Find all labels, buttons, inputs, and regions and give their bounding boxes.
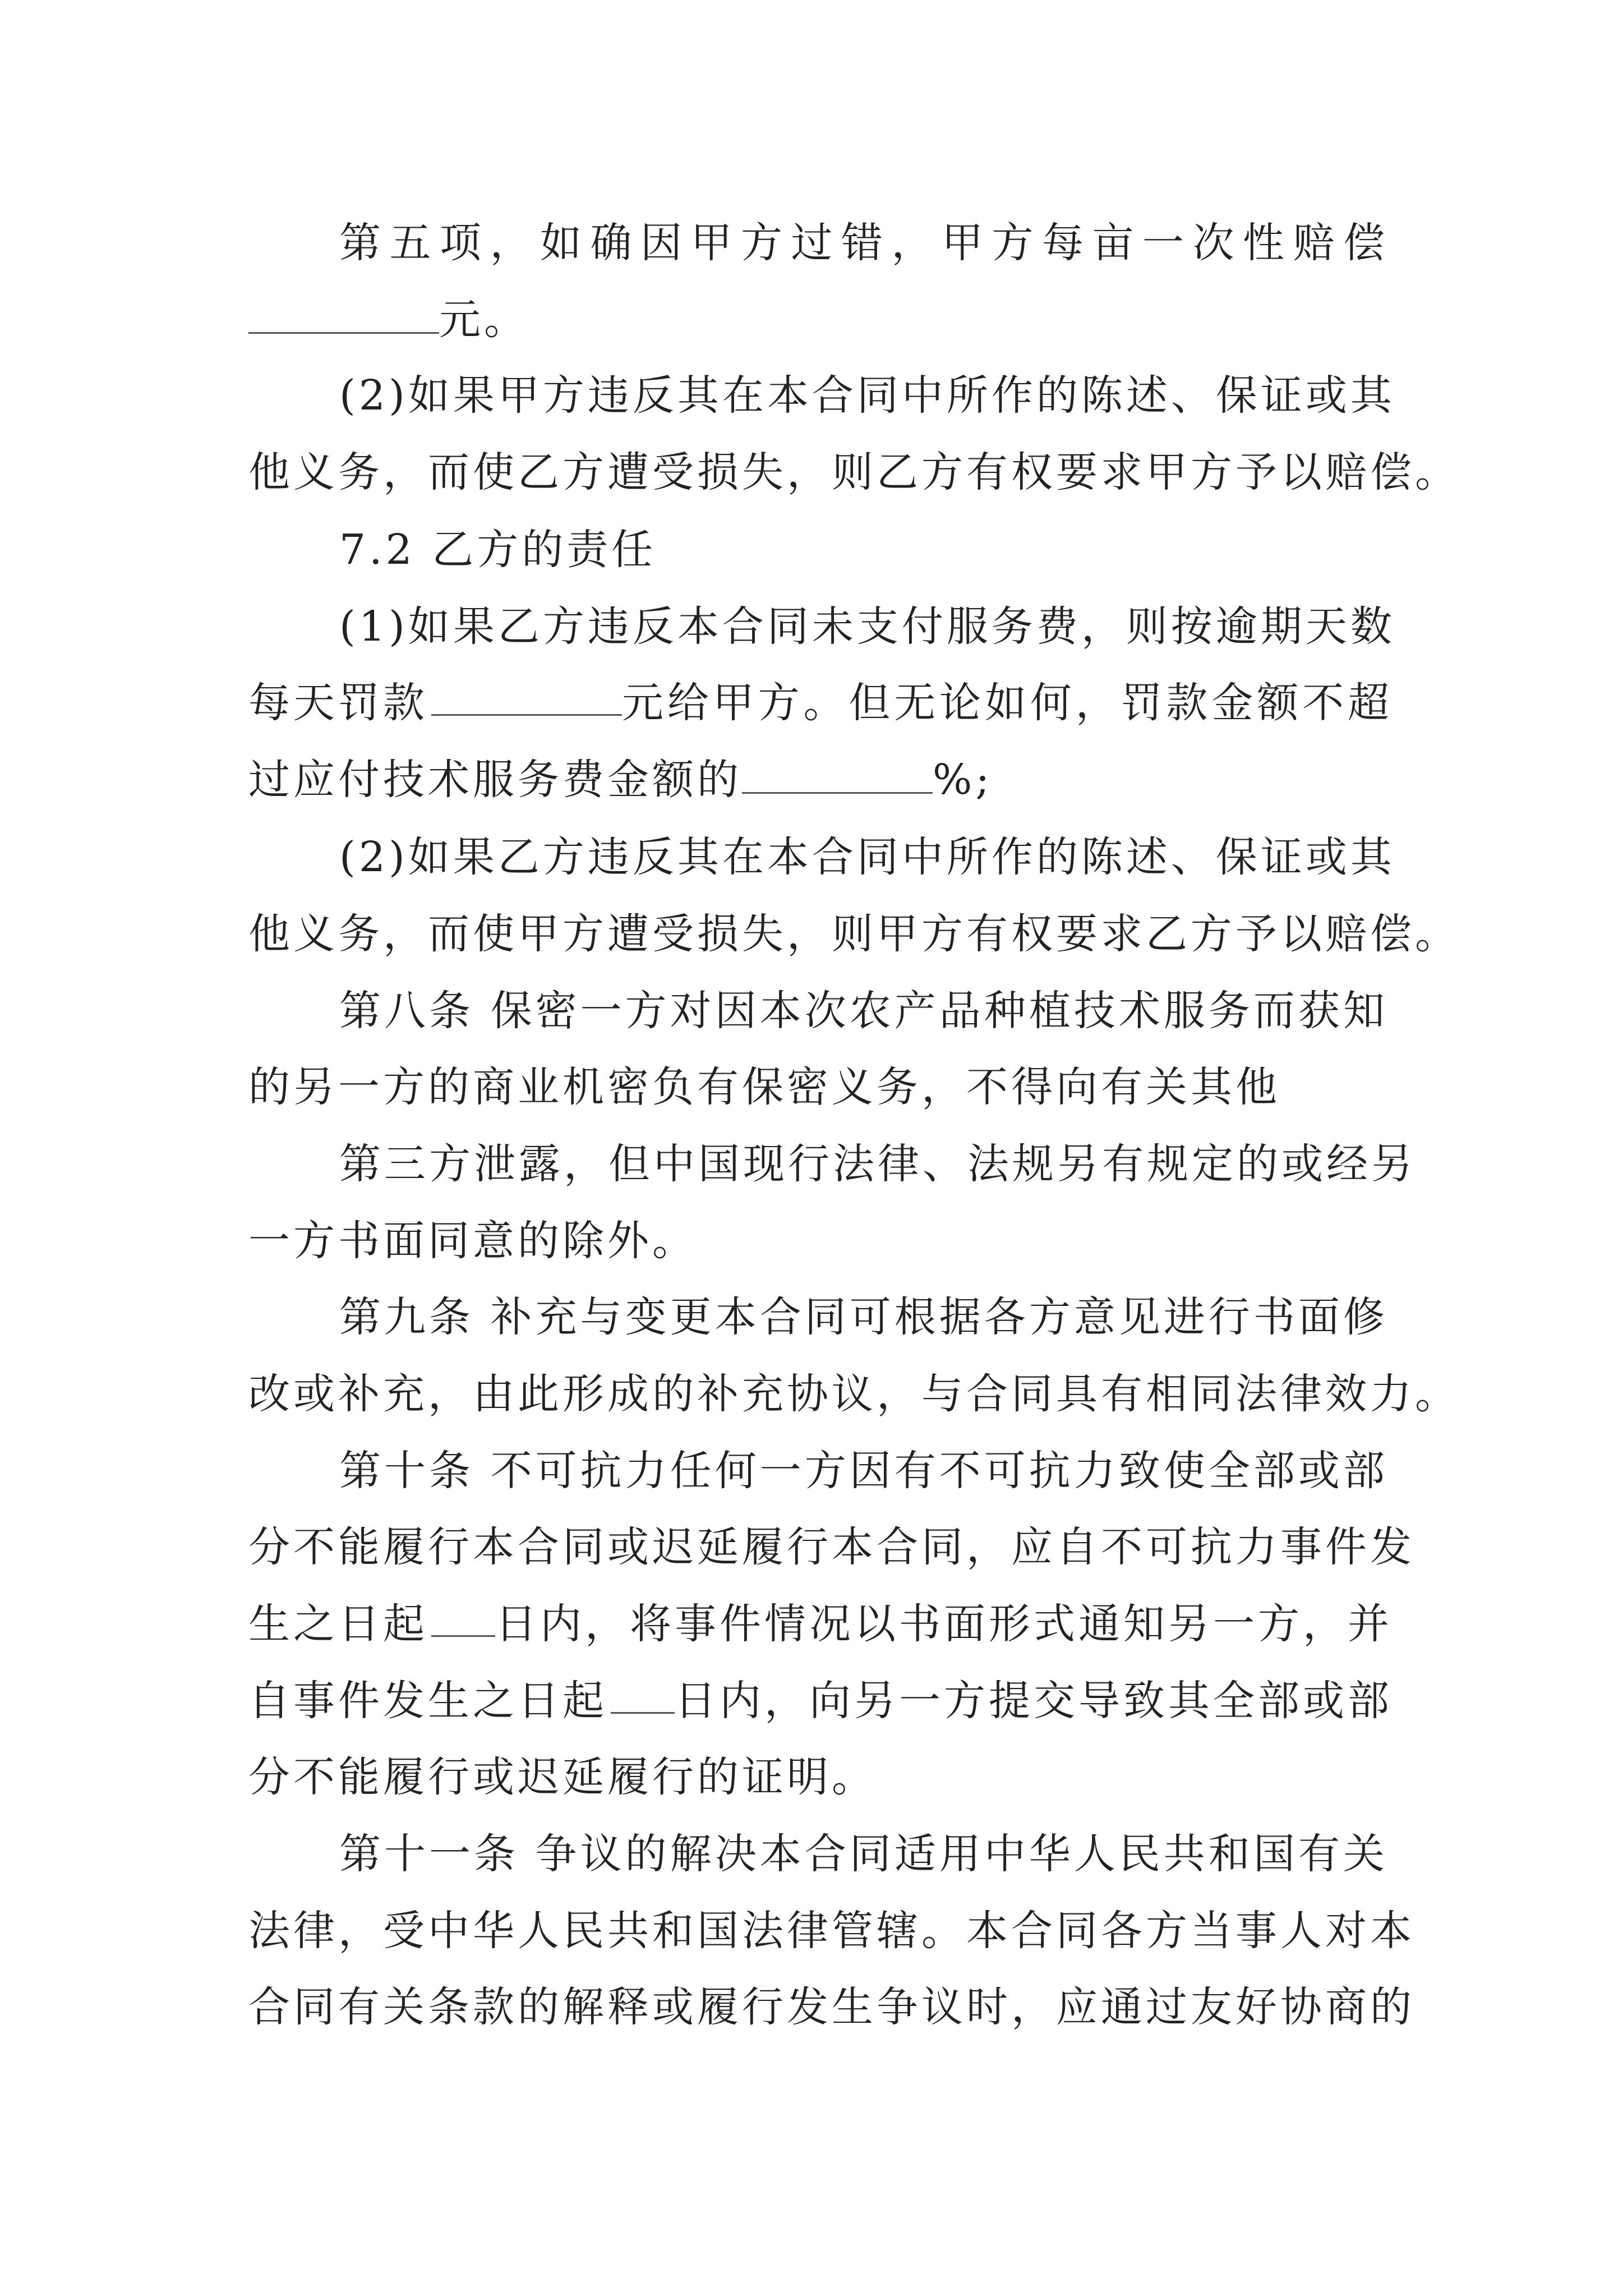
paragraph-line: 法律，受中华人民共和国法律管辖。本合同各方当事人对本 <box>248 1907 1415 1955</box>
line-text: 日内，向另一方提交导致其全部或部 <box>675 1677 1393 1725</box>
paragraph-line: 一方书面同意的除外。 <box>248 1217 697 1265</box>
paragraph-line: 改或补充，由此形成的补充协议，与合同具有相同法律效力。 <box>248 1370 1460 1418</box>
paragraph-line: (2)如果甲方违反其在本合同中所作的陈述、保证或其 <box>339 371 1395 420</box>
paragraph-line: 分不能履行或迟延履行的证明。 <box>248 1753 877 1801</box>
line-text: 生之日起 <box>248 1600 428 1648</box>
section-heading: 7.2 乙方的责任 <box>339 526 657 574</box>
fill-in-blank <box>431 675 622 716</box>
paragraph-line: 的另一方的商业机密负有保密义务，不得向有关其他 <box>248 1063 1280 1111</box>
paragraph-line: (1)如果乙方违反本合同未支付服务费，则按逾期天数 <box>339 602 1395 651</box>
line-text: 元给甲方。但无论如何，罚款金额不超 <box>622 679 1393 727</box>
fill-in-blank <box>431 1596 495 1637</box>
paragraph-line: 第三方泄露，但中国现行法律、法规另有规定的或经另 <box>339 1140 1416 1188</box>
paragraph-line <box>248 292 529 348</box>
line-text: 元。 <box>439 296 529 344</box>
line-text: 每天罚款 <box>248 679 428 727</box>
line-text: %; <box>933 756 993 804</box>
line-text: 过应付技术服务费金额的 <box>248 756 742 804</box>
paragraph-line: 第五项，如确因甲方过错，甲方每亩一次性赔偿 <box>339 219 1388 267</box>
paragraph-line <box>248 1596 1393 1652</box>
paragraph-line <box>248 1673 1393 1729</box>
line-text: 日内，将事件情况以书面形式通知另一方，并 <box>495 1600 1393 1648</box>
paragraph-line: 第十条 不可抗力任何一方因有不可抗力致使全部或部 <box>339 1447 1388 1495</box>
fill-in-blank <box>611 1673 675 1714</box>
paragraph-line: 第十一条 争议的解决本合同适用中华人民共和国有关 <box>339 1830 1388 1878</box>
paragraph-line: 分不能履行本合同或迟延履行本合同，应自不可抗力事件发 <box>248 1523 1415 1571</box>
paragraph-line: (2)如果乙方违反其在本合同中所作的陈述、保证或其 <box>339 833 1395 881</box>
paragraph-line <box>248 675 1393 731</box>
paragraph-line <box>248 752 993 808</box>
fill-in-blank <box>742 753 933 794</box>
paragraph-line: 第九条 补充与变更本合同可根据各方意见进行书面修 <box>339 1293 1388 1341</box>
paragraph-line: 第八条 保密一方对因本次农产品种植技术服务而获知 <box>339 987 1388 1035</box>
line-text: 自事件发生之日起 <box>248 1677 607 1725</box>
paragraph-line: 合同有关条款的解释或履行发生争议时，应通过友好协商的 <box>248 1983 1415 2031</box>
fill-in-blank <box>248 293 439 334</box>
paragraph-line: 他义务，而使乙方遭受损失，则乙方有权要求甲方予以赔偿。 <box>248 448 1460 496</box>
paragraph-line: 他义务，而使甲方遭受损失，则甲方有权要求乙方予以赔偿。 <box>248 910 1460 958</box>
